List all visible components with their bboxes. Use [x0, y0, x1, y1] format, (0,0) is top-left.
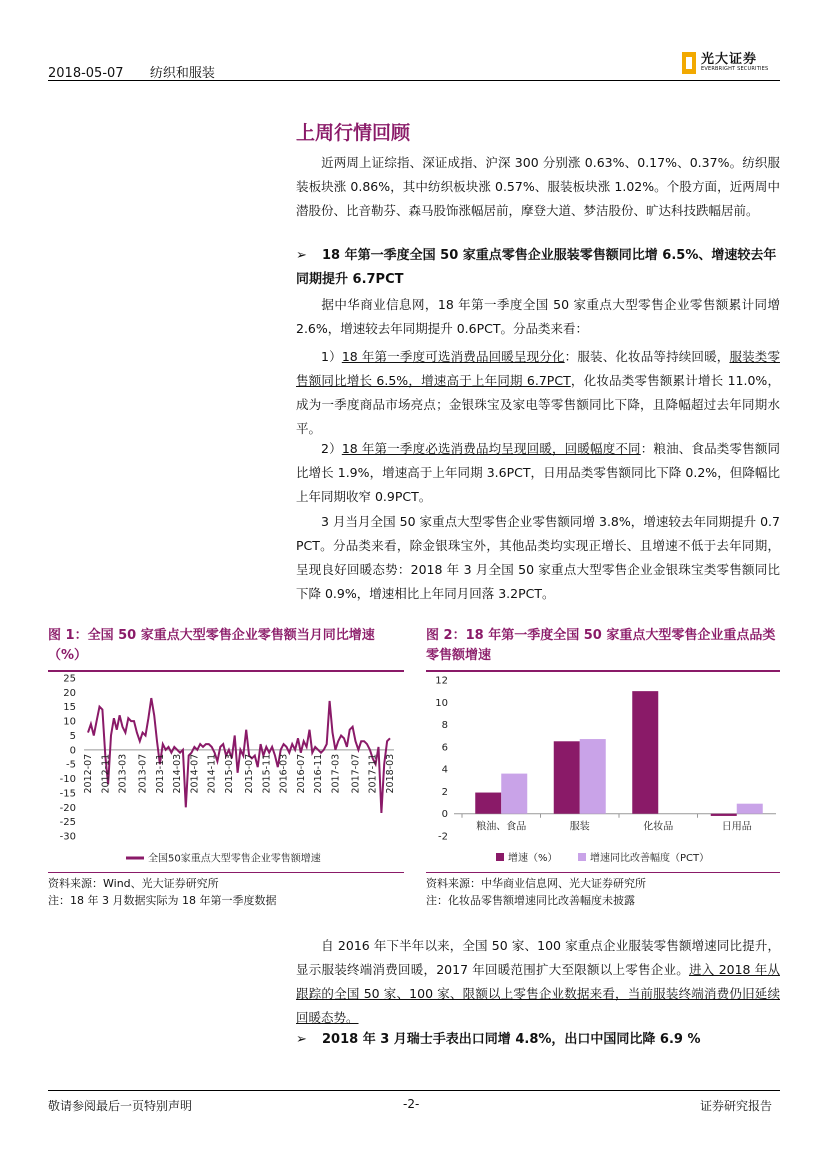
figure-2-bar-chart: [426, 672, 780, 872]
x-tick-label: 2012-07: [83, 753, 94, 794]
bullet-heading-1: [296, 244, 780, 292]
legend-swatch: [496, 853, 504, 861]
x-tick-label: 2015-11: [261, 753, 273, 794]
bar: [554, 741, 580, 813]
brand-logo: [682, 52, 768, 74]
figure-1: [48, 626, 404, 909]
y-tick-label: -5: [66, 759, 76, 771]
bar: [501, 774, 527, 814]
paragraph-march-data: [296, 510, 780, 606]
y-tick-label: 20: [63, 687, 76, 699]
figure-1-note: 注：18 年 3 月数据实际为 18 年第一季度数据: [48, 894, 277, 907]
legend-label: 增速（%）: [508, 853, 558, 864]
x-tick-label: 2013-11: [154, 753, 166, 794]
y-tick-label: -25: [59, 817, 76, 829]
y-tick-label: 0: [69, 745, 76, 757]
x-tick-label: 2017-11: [367, 753, 379, 794]
x-tick-label: 2016-07: [295, 753, 307, 794]
y-tick-label: -30: [59, 831, 76, 843]
y-tick-label: -10: [59, 774, 76, 786]
report-date: 2018-05-07: [48, 66, 124, 81]
footer-disclaimer: 敬请参阅最后一页特别声明: [48, 1099, 193, 1113]
bar: [711, 814, 737, 816]
y-tick-label: 10: [63, 716, 76, 728]
y-tick-label: 10: [435, 697, 448, 709]
footer-report-type: 证券研究报告: [700, 1099, 773, 1113]
x-tick-label: 2017-07: [350, 753, 362, 794]
paragraph-text: 据中华商业信息网，18 年第一季度全国 50 家重点大型零售企业零售额累计同增 2.6%，增速较去年同期提升 0.6PCT。分品类来看：: [296, 297, 780, 336]
paragraph-text: 2）: [321, 441, 342, 456]
figure-1-title: 图 1：全国 50 家重点大型零售企业零售额当月同比增速（%）: [48, 628, 375, 663]
report-date-sector: [48, 62, 215, 81]
paragraph-text: ：粮油、食品类零售额同比增长 1.9%，增速高于上年同期 3.6PCT，日用品类零售额同比下降 0.2%，但降幅比上年同期收窄 0.9PCT。: [296, 441, 780, 504]
brand-name-cn: 光大证券: [701, 52, 758, 67]
x-tick-label: 2017-03: [330, 753, 342, 794]
bullet-text: 18 年第一季度全国 50 家重点零售企业服装零售额同比增 6.5%、增速较去年同期提升 6.7PCT: [296, 248, 777, 287]
legend-swatch: [578, 853, 586, 861]
x-tick-label: 2014-03: [172, 753, 184, 794]
paragraph-q1-overview: [296, 293, 780, 341]
x-tick-label: 2014-11: [206, 753, 218, 794]
legend-label: 增速同比改善幅度（PCT）: [590, 853, 710, 864]
bullet-text: 2018 年 3 月瑞士手表出口同增 4.8%，出口中国同比降 6.9 %: [322, 1032, 701, 1047]
section-title: 上周行情回顾: [296, 122, 411, 144]
paragraph-market-review: [296, 151, 780, 223]
y-tick-label: 25: [63, 673, 76, 685]
y-tick-label: 0: [441, 809, 448, 821]
x-tick-label: 2014-07: [189, 753, 201, 794]
x-tick-label: 服装: [569, 821, 590, 833]
x-tick-label: 2013-07: [137, 753, 149, 794]
underlined-text: 进入 2018 年从跟踪的全国 50 家、100 家、限额以上零售企业数据来看，当前服装终端消费仍旧延续回暖态势。: [296, 962, 780, 1025]
bar: [580, 739, 606, 814]
underlined-text: 服装类零售额同比增长 6.5%，增速高于上年同期 6.7PCT: [296, 349, 780, 388]
x-tick-label: 2018-03: [385, 753, 396, 794]
x-tick-label: 2015-03: [223, 753, 235, 794]
x-tick-label: 粮油、食品: [476, 821, 527, 833]
figure-2: [426, 626, 780, 909]
figure-2-note: 注：化妆品零售额增速同比改善幅度未披露: [426, 894, 635, 907]
y-tick-label: 15: [63, 702, 76, 714]
paragraph-apparel-recovery: [296, 934, 780, 1030]
paragraph-text: 自 2016 年下半年以来，全国 50 家、100 家重点企业服装零售额增速同比提升，显示服装终端消费回暖，2017 年回暖范围扩大至限额以上零售企业。: [296, 938, 780, 977]
y-tick-label: -15: [59, 788, 76, 800]
footer-divider: [48, 1090, 780, 1091]
x-tick-label: 2016-03: [278, 753, 290, 794]
bar: [632, 691, 658, 814]
x-tick-label: 2016-11: [313, 753, 325, 794]
y-tick-label: -2: [438, 831, 448, 843]
x-tick-label: 日用品: [721, 821, 752, 833]
y-tick-label: 2: [441, 786, 448, 798]
x-tick-label: 2013-03: [117, 753, 129, 794]
paragraph-text: 3 月当月全国 50 家重点大型零售企业零售额同增 3.8%，增速较去年同期提升 0.7 PCT。分品类来看，除金银珠宝外，其他品类均实现正增长、且增速不低于去年同期，呈现良好回暖态势：2018 年 3 月全国 50 家重点大型零售企业金银珠宝类零售额同比下降 0.9%，增速相比上年同月回落 3.2PCT。: [296, 514, 780, 601]
underlined-text: 18 年第一季度必选消费品均呈现回暖，回暖幅度不同: [341, 441, 641, 456]
paragraph-optional-consumption: [296, 345, 780, 441]
x-tick-label: 2015-07: [244, 753, 256, 794]
y-tick-label: 12: [435, 675, 448, 687]
brand-logo-icon: [682, 52, 696, 74]
figure-2-title: 图 2：18 年第一季度全国 50 家重点大型零售企业重点品类零售额增速: [426, 628, 776, 663]
arrow-bullet-icon: ➢: [296, 248, 307, 263]
underlined-text: 18 年第一季度可选消费品回暖呈现分化: [341, 349, 565, 364]
report-sector: 纺织和服装: [149, 66, 215, 81]
header-divider: [48, 80, 780, 81]
bullet-heading-2: [296, 1028, 780, 1052]
brand-name-en: EVERBRIGHT SECURITIES: [701, 66, 769, 72]
legend-label: 全国50家重点大型零售企业零售额增速: [148, 853, 321, 865]
paragraph-text: 1）: [321, 349, 342, 364]
y-tick-label: -20: [59, 802, 76, 814]
figure-1-source: 资料来源：Wind、光大证券研究所: [48, 877, 219, 890]
x-tick-label: 化妆品: [643, 821, 674, 833]
paragraph-text: ，化妆品类零售额累计增长 11.0%，成为一季度商品市场亮点；金银珠宝及家电等零售额同比下降，且降幅超过去年同期水平。: [296, 373, 780, 436]
figure-1-bottom-rule: [48, 872, 404, 873]
footer-page-number: -2-: [403, 1097, 420, 1111]
figure-2-source: 资料来源：中华商业信息网、光大证券研究所: [426, 877, 646, 890]
arrow-bullet-icon: ➢: [296, 1032, 307, 1047]
paragraph-necessity-consumption: [296, 437, 780, 509]
paragraph-text: ：服装、化妆品等持续回暖，: [564, 349, 730, 364]
figure-2-bottom-rule: [426, 872, 780, 873]
y-tick-label: 6: [441, 742, 448, 754]
paragraph-text: 近两周上证综指、深证成指、沪深 300 分别涨 0.63%、0.17%、0.37%。纺织服装板块涨 0.86%，其中纺织板块涨 0.57%、服装板块涨 1.02%。个股方面，近两周中潜股份、比音勒芬、森马股饰涨幅居前，摩登大道、梦洁股份、旷达科技跌幅居前。: [296, 155, 780, 218]
figure-1-line-chart: [48, 672, 404, 872]
series-line: [88, 698, 390, 813]
y-tick-label: 5: [69, 730, 76, 742]
y-tick-label: 4: [441, 764, 448, 776]
bar: [475, 793, 501, 814]
bar: [737, 804, 763, 814]
y-tick-label: 8: [441, 720, 448, 732]
x-tick-label: 2012-11: [100, 753, 112, 794]
